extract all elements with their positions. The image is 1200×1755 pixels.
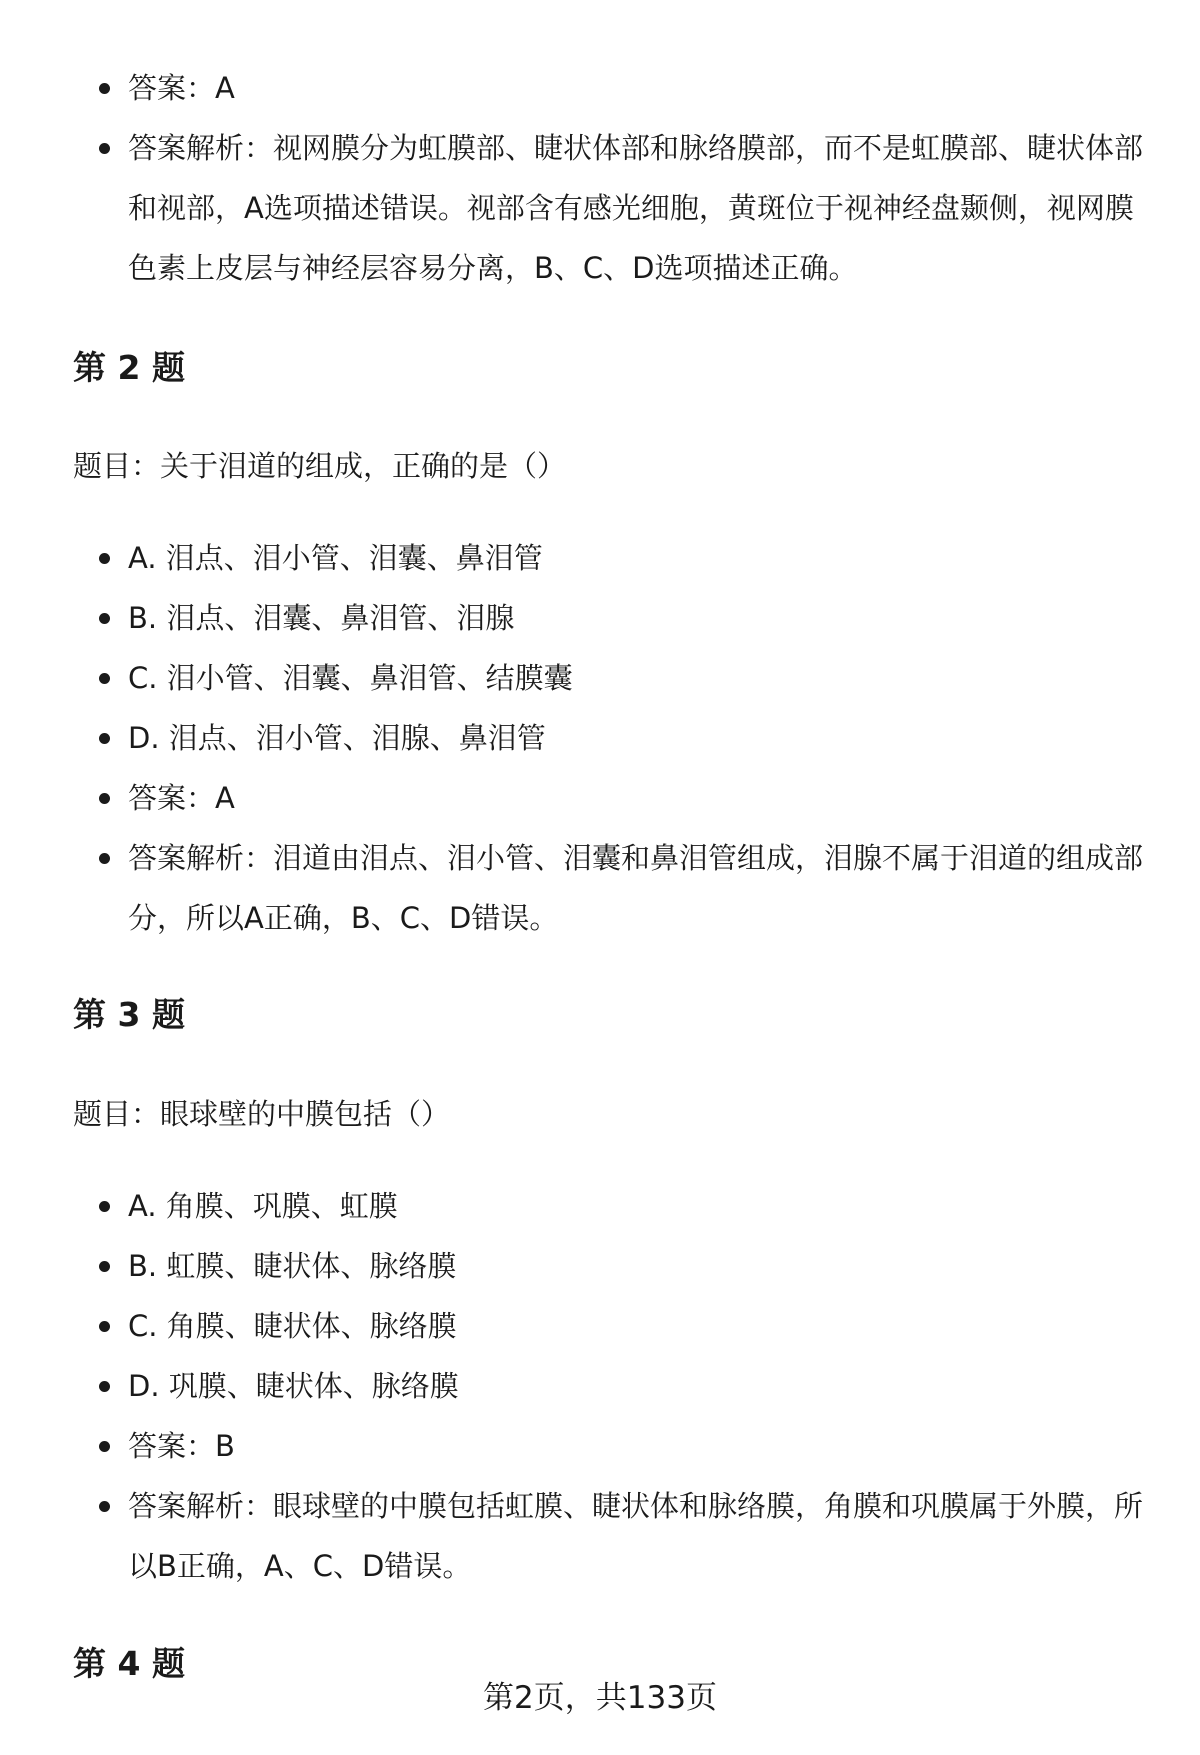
q3-heading: 第 3 题 — [73, 995, 185, 1034]
q1-answer-list — [73, 58, 1153, 298]
q1-explanation: 答案解析：视网膜分为虹膜部、睫状体部和脉络膜部，而不是虹膜部、睫状体部和视部，A选项描述错误。视部含有感光细胞，黄斑位于视神经盘颞侧，视网膜色素上皮层与神经层容易分离，B、C、D选项描述正确。 — [73, 118, 1153, 298]
q2-question: 题目：关于泪道的组成，正确的是（） — [73, 449, 567, 483]
q2-option-d: D. 泪点、泪小管、泪腺、鼻泪管 — [73, 708, 1153, 768]
q3-explanation: 答案解析：眼球壁的中膜包括虹膜、睫状体和脉络膜，角膜和巩膜属于外膜，所以B正确，A、C、D错误。 — [73, 1476, 1153, 1596]
q3-answer: 答案：B — [73, 1416, 1153, 1476]
q4-heading: 第 4 题 — [73, 1644, 185, 1683]
q3-question: 题目：眼球壁的中膜包括（） — [73, 1097, 451, 1131]
q2-option-a: A. 泪点、泪小管、泪囊、鼻泪管 — [73, 528, 1153, 588]
q3-option-b: B. 虹膜、睫状体、脉络膜 — [73, 1236, 1153, 1296]
q2-option-c: C. 泪小管、泪囊、鼻泪管、结膜囊 — [73, 648, 1153, 708]
q2-option-b: B. 泪点、泪囊、鼻泪管、泪腺 — [73, 588, 1153, 648]
q2-heading: 第 2 题 — [73, 348, 185, 387]
q2-options-list — [73, 528, 1153, 948]
q3-options-list — [73, 1176, 1153, 1596]
q3-option-d: D. 巩膜、睫状体、脉络膜 — [73, 1356, 1153, 1416]
q2-answer: 答案：A — [73, 768, 1153, 828]
page-number-footer: 第2页，共133页 — [483, 1680, 717, 1716]
q1-answer: 答案：A — [73, 58, 1153, 118]
q3-option-c: C. 角膜、睫状体、脉络膜 — [73, 1296, 1153, 1356]
q3-option-a: A. 角膜、巩膜、虹膜 — [73, 1176, 1153, 1236]
q2-explanation: 答案解析：泪道由泪点、泪小管、泪囊和鼻泪管组成，泪腺不属于泪道的组成部分，所以A正确，B、C、D错误。 — [73, 828, 1153, 948]
